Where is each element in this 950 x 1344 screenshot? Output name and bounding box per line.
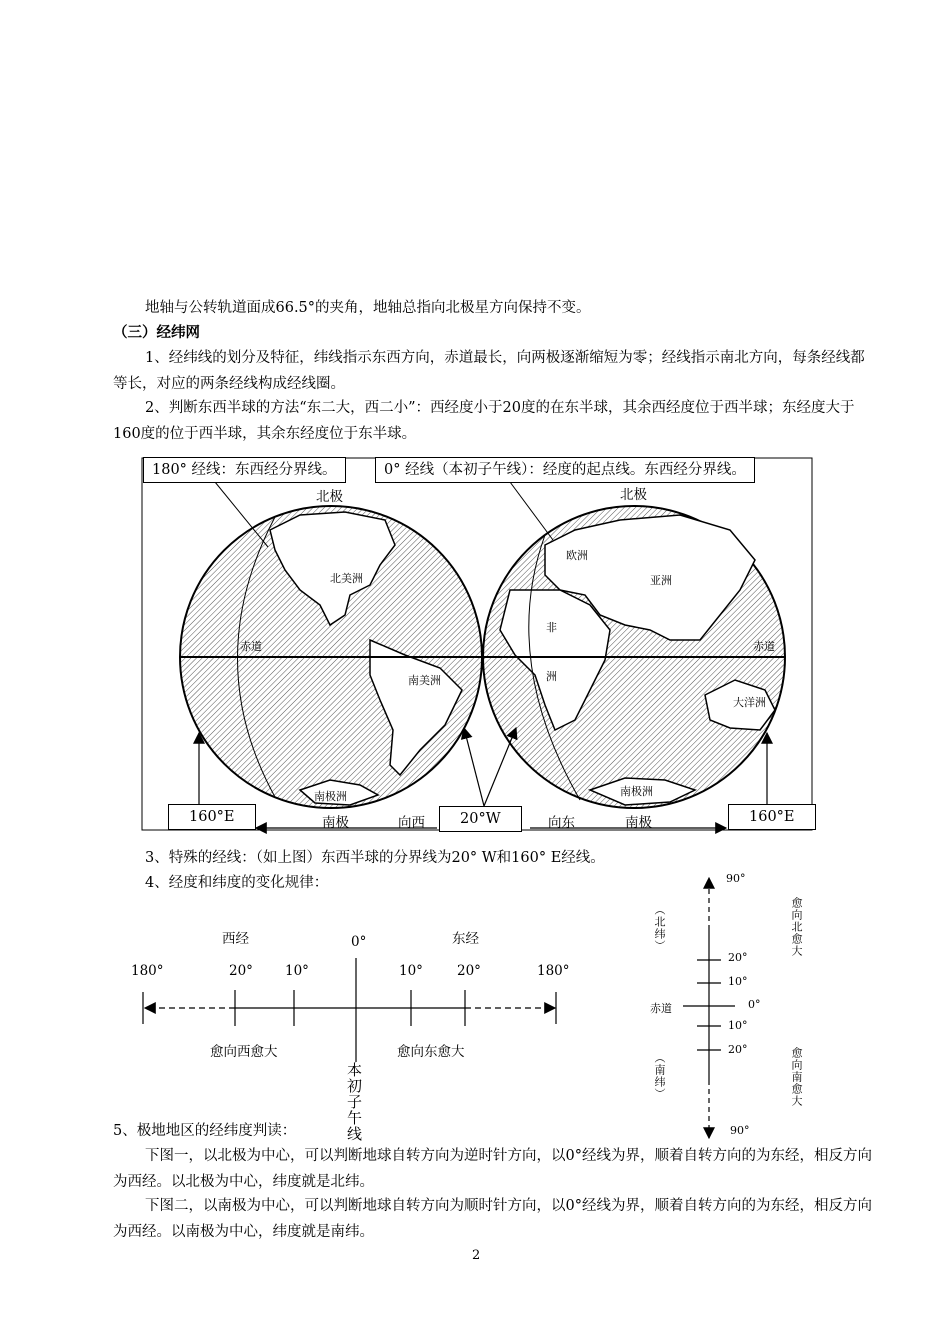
east-increase-label: 愈向东愈大 [397,1044,465,1060]
equator-left-label: 赤道 [240,640,262,653]
paragraph-north-pole: 下图一，以北极为中心，可以判断地球自转方向为逆时针方向，以0°经线为界，顺着自转方向的为东经，相反方向为西经。以北极为中心，纬度就是北纬。 [113,1148,872,1190]
west-direction-label: 向西 [398,815,425,831]
africa-label-2: 洲 [546,670,557,683]
west-increase-label: 愈向西愈大 [210,1044,278,1060]
south-pole-right-label: 南极 [625,815,652,831]
east-direction-label: 向东 [548,815,575,831]
tick-180-west: 180° [131,963,164,979]
paragraph-change-rules: 4、经度和纬度的变化规律： [145,875,329,891]
tick-10-east: 10° [399,963,423,979]
section-heading: （三）经纬网 [113,324,200,341]
paragraph-graticule: 1、经纬线的划分及特征，纬线指示东西方向，赤道最长，向两极逐渐缩短为零；经线指示南北方向，每条经线都等长，对应的两条经线构成经线圈。 [113,350,865,392]
box-prime-meridian: 0° 经线（本初子午线）：经度的起点线。东西经分界线。 [375,457,755,483]
paragraph-polar: 5、极地地区的经纬度判读： [113,1123,297,1139]
box-160e-right: 160°E [728,804,816,830]
prime-meridian-label: 本初子午线 [345,1062,363,1142]
lat-20-north: 20° [728,951,748,964]
box-180-meridian: 180° 经线：东西经分界线。 [143,457,346,483]
asia-label: 亚洲 [650,574,672,587]
tick-10-west: 10° [285,963,309,979]
paragraph-axis: 地轴与公转轨道面成66.5°的夹角，地轴总指向北极星方向保持不变。 [145,300,591,316]
africa-label-1: 非 [546,621,557,634]
north-increase-label: 愈向北愈大 [790,897,803,957]
paragraph-south-pole: 下图二，以南极为中心，可以判断地球自转方向为顺时针方向，以0°经线为界，顺着自转方向的为东经，相反方向为西经。以南极为中心，纬度就是南纬。 [113,1198,872,1240]
west-longitude-label: 西经 [222,931,249,947]
lat-0: 0° [748,998,761,1011]
lat-10-south: 10° [728,1019,748,1032]
europe-label: 欧洲 [566,549,588,562]
antarctica-left-label: 南极洲 [314,790,347,803]
north-pole-left-label: 北极 [316,489,343,505]
south-america-label: 南美洲 [408,674,441,687]
tick-180-east: 180° [537,963,570,979]
lat-20-south: 20° [728,1043,748,1056]
paragraph-hemisphere: 2、判断东西半球的方法“东二大，西二小”：西经度小于20度的在东半球，其余西经度位于西半球；东经度大于160度的位于西半球，其余东经度位于东半球。 [113,400,855,442]
east-longitude-label: 东经 [452,931,479,947]
box-160e-left: 160°E [168,804,256,830]
north-pole-right-label: 北极 [620,487,647,503]
tick-20-west: 20° [229,963,253,979]
lat-10-north: 10° [728,975,748,988]
south-increase-label: 愈向南愈大 [790,1047,803,1107]
lat-90-north: 90° [726,872,746,885]
equator-label: 赤道 [650,1002,672,1015]
south-pole-left-label: 南极 [322,815,349,831]
page-number: 2 [472,1248,481,1263]
tick-20-east: 20° [457,963,481,979]
paragraph-special-meridians: 3、特殊的经线：（如上图）东西半球的分界线为20° W和160° E经线。 [145,850,605,866]
north-latitude-label: （北纬） [653,904,666,952]
south-latitude-label: （南纬） [653,1052,666,1100]
box-20w: 20°W [439,806,522,832]
antarctica-right-label: 南极洲 [620,785,653,798]
oceania-label: 大洋洲 [733,696,766,709]
zero-degree-label: 0° [351,934,367,950]
north-america-label: 北美洲 [330,572,363,585]
lat-90-south: 90° [730,1124,750,1137]
equator-right-label: 赤道 [753,640,775,653]
